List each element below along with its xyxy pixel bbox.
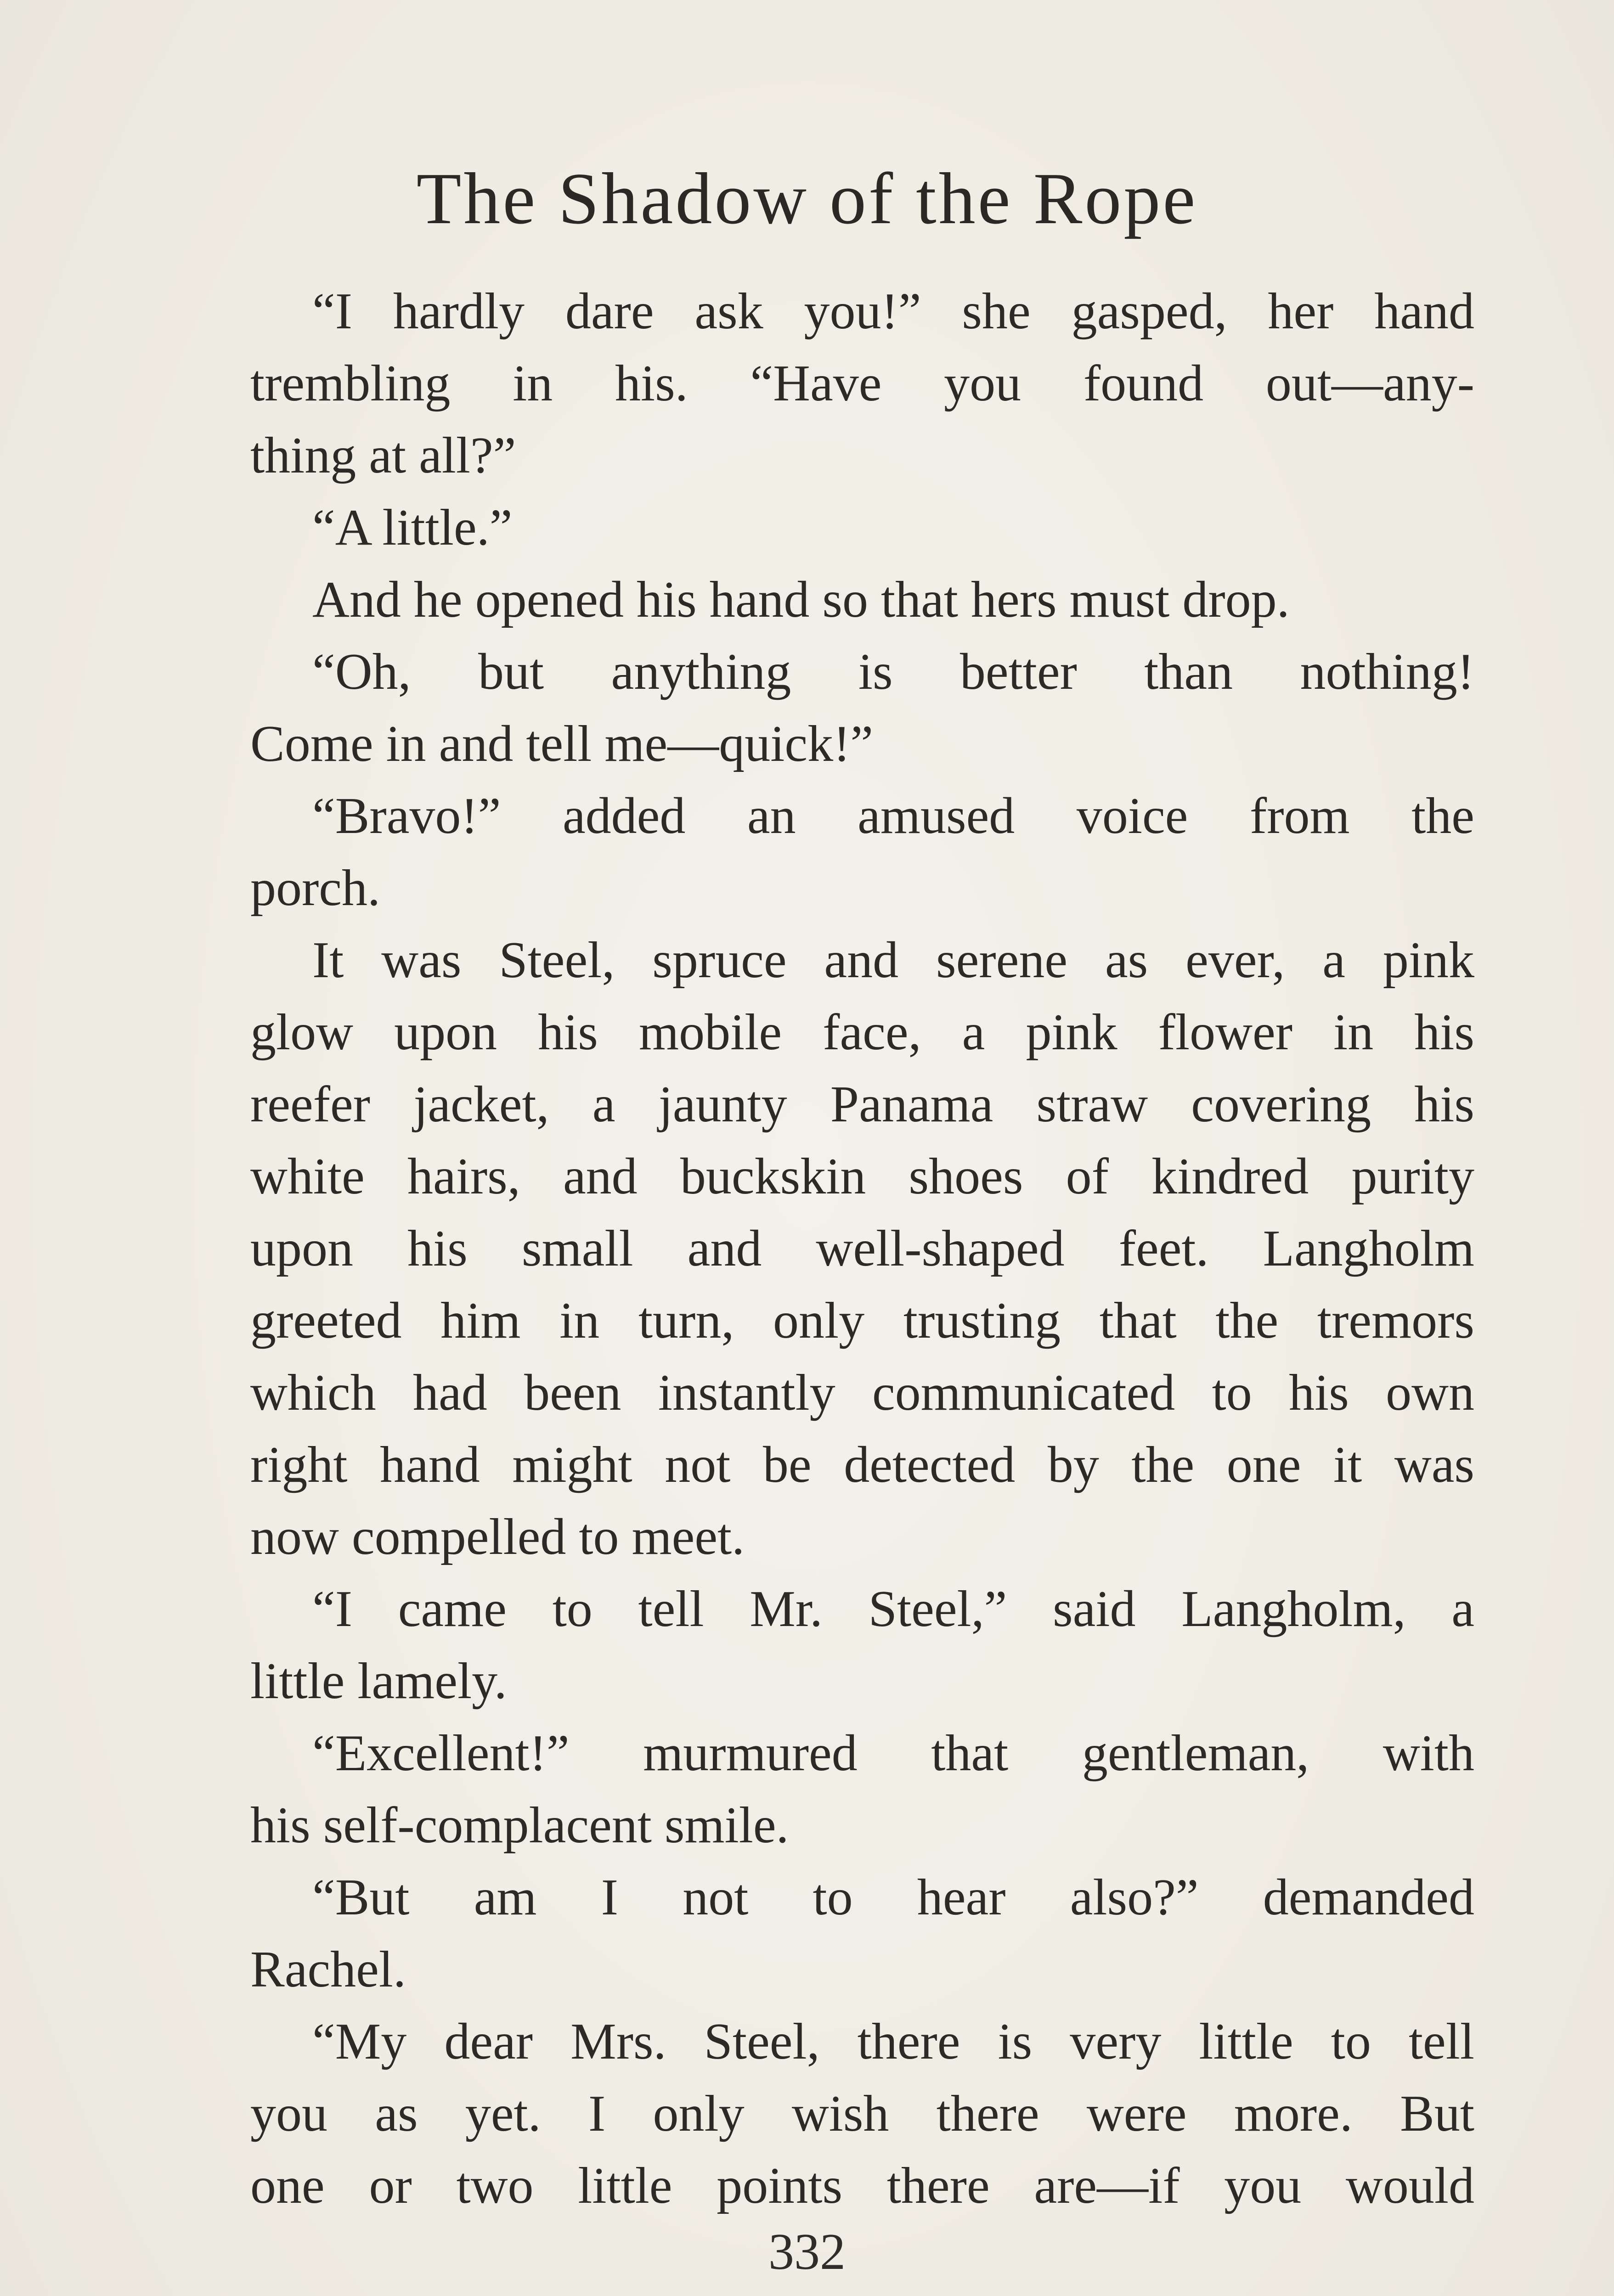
running-head: The Shadow of the Rope xyxy=(416,158,1198,239)
text-line: which had been instantly communicated to his own xyxy=(250,1364,1474,1421)
text-line: “My dear Mrs. Steel, there is very little to tell xyxy=(312,2013,1474,2070)
text-line: glow upon his mobile face, a pink flower in his xyxy=(250,1004,1474,1061)
text-line: you as yet. I only wish there were more. But xyxy=(250,2085,1474,2142)
text-line: reefer jacket, a jaunty Panama straw covering his xyxy=(250,1076,1474,1133)
text-line: “Excellent!” murmured that gentleman, with xyxy=(312,1725,1474,1782)
text-line: right hand might not be detected by the one it was xyxy=(250,1436,1474,1493)
text-line: “I came to tell Mr. Steel,” said Langholm, a xyxy=(312,1581,1474,1638)
text-line: “Oh, but anything is better than nothing! xyxy=(312,643,1474,700)
text-line: porch. xyxy=(250,860,381,917)
text-line: little lamely. xyxy=(250,1653,507,1710)
text-line: his self-complacent smile. xyxy=(250,1797,789,1854)
text-line: greeted him in turn, only trusting that the tremors xyxy=(250,1292,1474,1349)
text-line: Rachel. xyxy=(250,1941,406,1998)
text-line: white hairs, and buckskin shoes of kindred purity xyxy=(250,1148,1474,1205)
text-line: one or two little points there are—if you would xyxy=(250,2157,1474,2214)
text-line: “A little.” xyxy=(312,499,513,556)
body-text xyxy=(250,276,1474,2222)
text-line: trembling in his. “Have you found out—any- xyxy=(250,355,1474,412)
text-line: “Bravo!” added an amused voice from the xyxy=(312,788,1474,844)
text-line: Come in and tell me—quick!” xyxy=(250,715,874,772)
text-line: And he opened his hand so that hers must drop. xyxy=(312,571,1290,628)
text-line: upon his small and well-shaped feet. Langholm xyxy=(250,1220,1474,1277)
text-line: thing at all?” xyxy=(250,427,516,484)
text-line: It was Steel, spruce and serene as ever, a pink xyxy=(312,932,1474,989)
page-number: 332 xyxy=(768,2223,846,2280)
text-line: “But am I not to hear also?” demanded xyxy=(312,1869,1474,1926)
text-line: now compelled to meet. xyxy=(250,1508,745,1565)
text-line: “I hardly dare ask you!” she gasped, her hand xyxy=(312,283,1474,340)
